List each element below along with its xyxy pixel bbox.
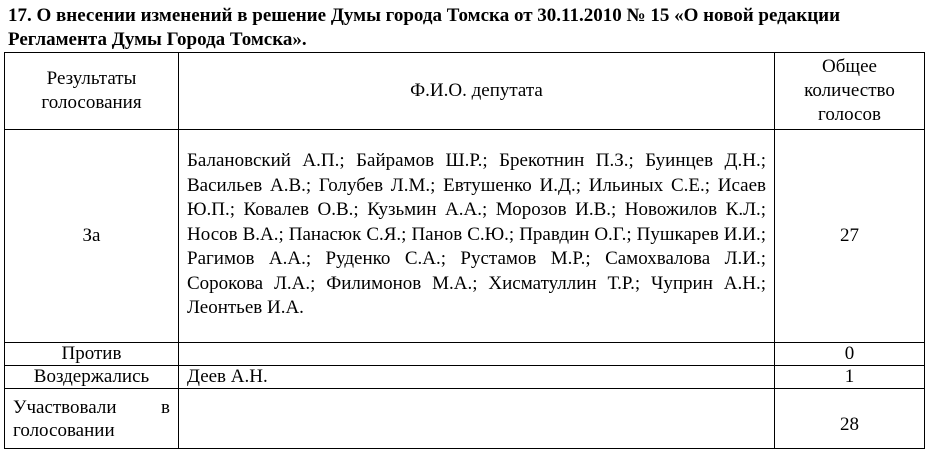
deputies-list — [179, 389, 775, 449]
header-deputies: Ф.И.О. депутата — [179, 53, 775, 130]
vote-count: 0 — [775, 343, 925, 366]
table-row — [5, 389, 925, 449]
table-header-row — [5, 53, 925, 130]
vote-count: 28 — [775, 389, 925, 449]
vote-count: 27 — [775, 130, 925, 343]
header-results: Результаты голосования — [5, 53, 179, 130]
voting-results-table — [4, 52, 925, 449]
table-row — [5, 366, 925, 389]
table-row — [5, 130, 925, 343]
result-label: Участвовали в голосовании — [5, 389, 179, 449]
result-label: Воздержались — [5, 366, 179, 389]
deputies-list: Деев А.Н. — [179, 366, 775, 389]
deputies-list: Балановский А.П.; Байрамов Ш.Р.; Брекотнин П.З.; Буинцев Д.Н.; Васильев А.В.; Голубев Л.М.; Евтушенко И.Д.; Ильиных С.Е.; Исаев Ю.П.; Ковалев О.В.; Кузьмин А.А.; Морозов И.В.; Новожилов К.Л.; Носов В.А.; Панасюк С.Я.; Панов С.Ю.; Правдин О.Г.; Пушкарев И.И.; Рагимов А.А.; Руденко С.А.; Рустамов М.Р.; Самохвалова Л.И.; Сорокова Л.А.; Филимонов М.А.; Хисматуллин Т.Р.; Чуприн А.Н.; Леонтьев И.А. — [179, 130, 775, 343]
header-total: Общее количество голосов — [775, 53, 925, 130]
table-row — [5, 343, 925, 366]
deputies-list — [179, 343, 775, 366]
result-label: Против — [5, 343, 179, 366]
vote-count: 1 — [775, 366, 925, 389]
item-heading: 17. О внесении изменений в решение Думы города Томска от 30.11.2010 № 15 «О новой редакции Регламента Думы Города Томска». — [8, 5, 841, 50]
result-label: За — [5, 130, 179, 343]
